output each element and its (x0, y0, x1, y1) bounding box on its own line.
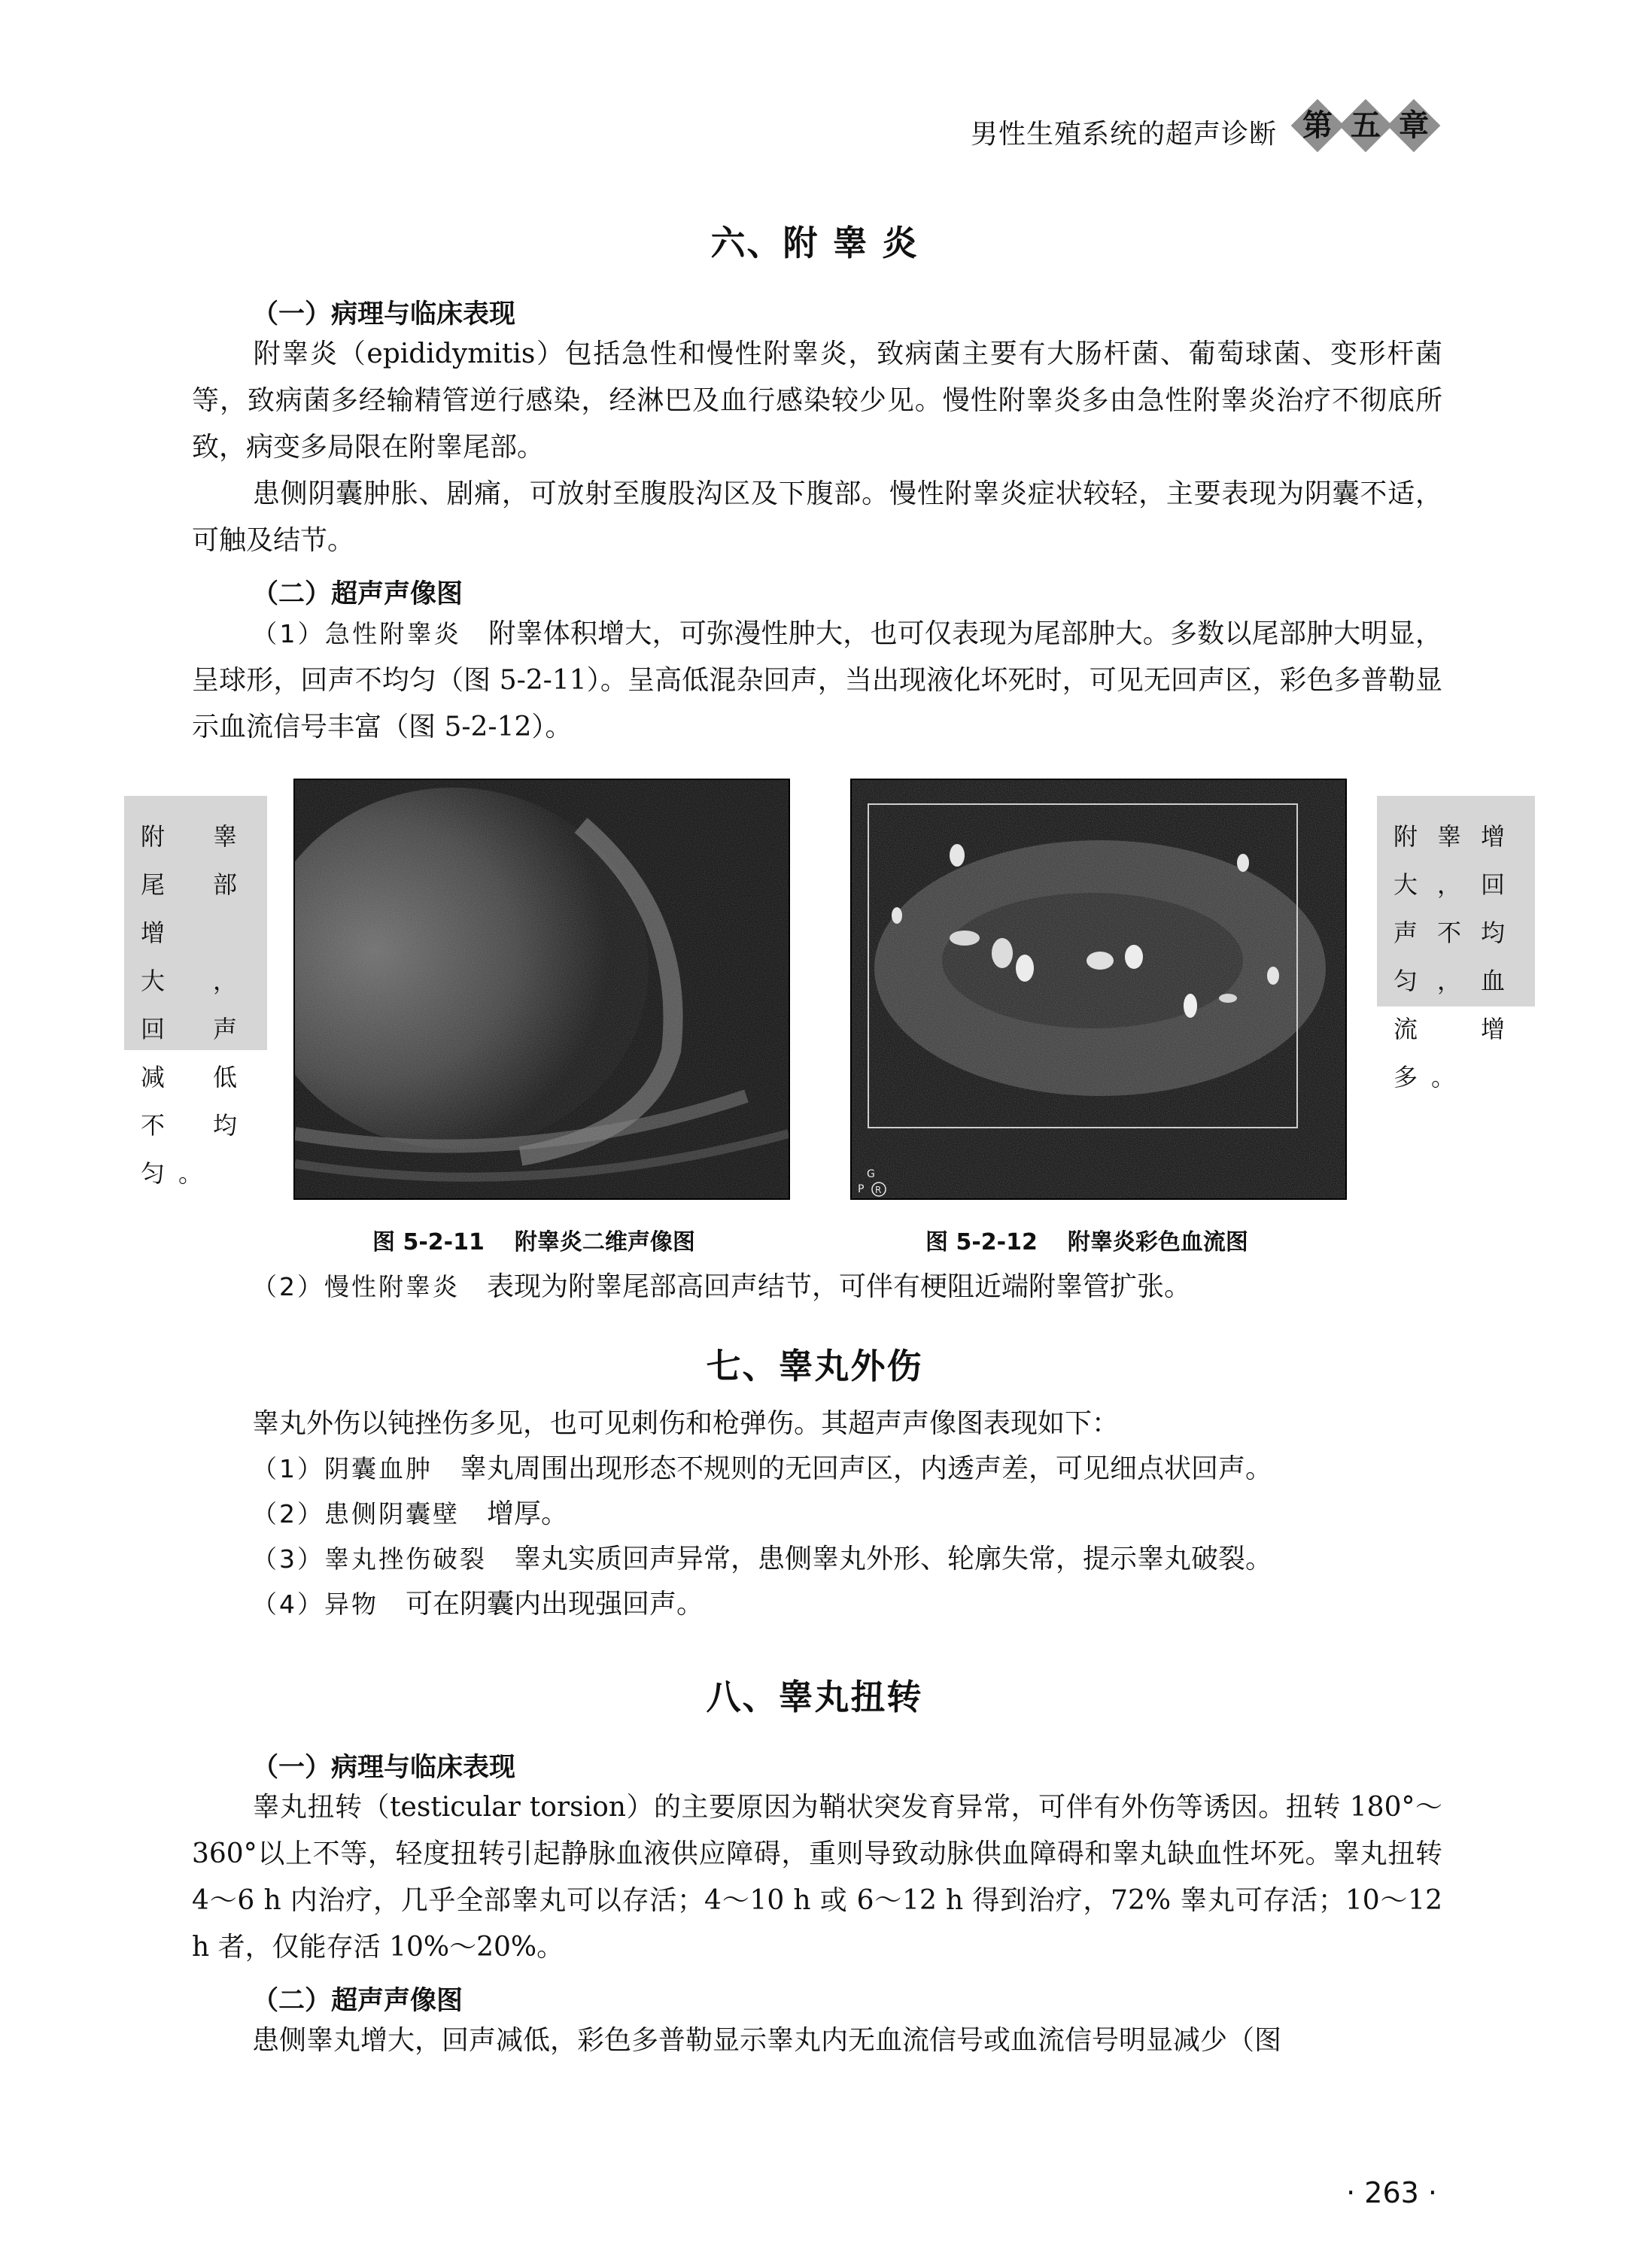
doppler-overlay-g: G (867, 1168, 875, 1180)
section-title-epididymitis: 六、附 睾 炎 (710, 223, 919, 263)
figure-note-left: 附睾尾部增大，回声减低不均匀。 (124, 796, 267, 1050)
section-title-trauma: 七、睾丸外伤 (706, 1346, 923, 1386)
paragraph: （2）慢性附睾炎 表现为附睾尾部高回声结节，可伴有梗阻近端附睾管扩张。 (252, 1271, 1192, 1302)
paragraph: 睾丸外伤以钝挫伤多见，也可见刺伤和枪弹伤。其超声声像图表现如下： (252, 1408, 1120, 1439)
ultrasound-image-2d (293, 779, 790, 1200)
chapter-badge-2: 五 (1344, 104, 1387, 147)
paragraph: 患侧睾丸增大，回声减低，彩色多普勒显示睾丸内无血流信号或血流信号明显减少（图 (252, 2025, 1282, 2056)
heading-pathology: （一）病理与临床表现 (252, 299, 516, 329)
ultrasound-image-color-doppler (850, 779, 1347, 1200)
paragraph: 睾丸扭转（testicular torsion）的主要原因为鞘状突发育异常，可伴有外伤等诱因。扭转 180°～360°以上不等，轻度扭转引起静脉血液供应障碍，重则导致动脉供血障碍和睾丸缺血性坏死。睾丸扭转 4～6 h 内治疗，几乎全部睾丸可以存活；4～10 h 或 6～12 h 得到治疗，72% 睾丸可存活；10～12 h 者，仅能存活 10%～20%。 (192, 1792, 1442, 1963)
doppler-overlay-r: R (875, 1185, 882, 1195)
ultrasound-2d-graphic (295, 780, 789, 1198)
figure-caption-1: 图 5-2-11 附睾炎二维声像图 (372, 1229, 695, 1255)
figure-caption-2: 图 5-2-12 附睾炎彩色血流图 (925, 1229, 1248, 1255)
heading-ultrasound: （二）超声声像图 (252, 579, 463, 609)
paragraph: 患侧阴囊肿胀、剧痛，可放射至腹股沟区及下腹部。慢性附睾炎症状较轻，主要表现为阴囊不适，可触及结节。 (192, 478, 1442, 556)
running-header-title: 男性生殖系统的超声诊断 (971, 119, 1278, 150)
ultrasound-doppler-graphic (852, 780, 1345, 1198)
chapter-badge-1: 第 (1296, 104, 1339, 147)
list-item: （3）睾丸挫伤破裂 睾丸实质回声异常，患侧睾丸外形、轮廓失常，提示睾丸破裂。 (252, 1544, 1273, 1574)
list-item: （1）阴囊血肿 睾丸周围出现形态不规则的无回声区，内透声差，可见细点状回声。 (252, 1453, 1273, 1484)
paragraph: 附睾炎（epididymitis）包括急性和慢性附睾炎，致病菌主要有大肠杆菌、葡萄球菌、变形杆菌等，致病菌多经输精管逆行感染，经淋巴及血行感染较少见。慢性附睾炎多由急性附睾炎治疗不彻底所致，病变多局限在附睾尾部。 (192, 339, 1442, 463)
paragraph: （1）急性附睾炎 附睾体积增大，可弥漫性肿大，也可仅表现为尾部肿大。多数以尾部肿大明显，呈球形，回声不均匀（图 5-2-11）。呈高低混杂回声，当出现液化坏死时，可见无回声区，彩色多普勒显示血流信号丰富（图 5-2-12）。 (192, 618, 1442, 742)
page-number: · 263 · (1346, 2176, 1437, 2209)
heading-ultrasound: （二）超声声像图 (252, 1986, 463, 2016)
section-title-torsion: 八、睾丸扭转 (706, 1677, 923, 1717)
doppler-overlay-p: P (858, 1183, 865, 1195)
figure-note-right: 附睾增大，回声不均匀，血流增多。 (1377, 796, 1535, 1006)
chapter-badge-3: 章 (1392, 104, 1436, 147)
list-item: （2）患侧阴囊壁 增厚。 (252, 1498, 569, 1529)
heading-pathology: （一）病理与临床表现 (252, 1753, 516, 1783)
list-item: （4）异物 可在阴囊内出现强回声。 (252, 1589, 704, 1620)
